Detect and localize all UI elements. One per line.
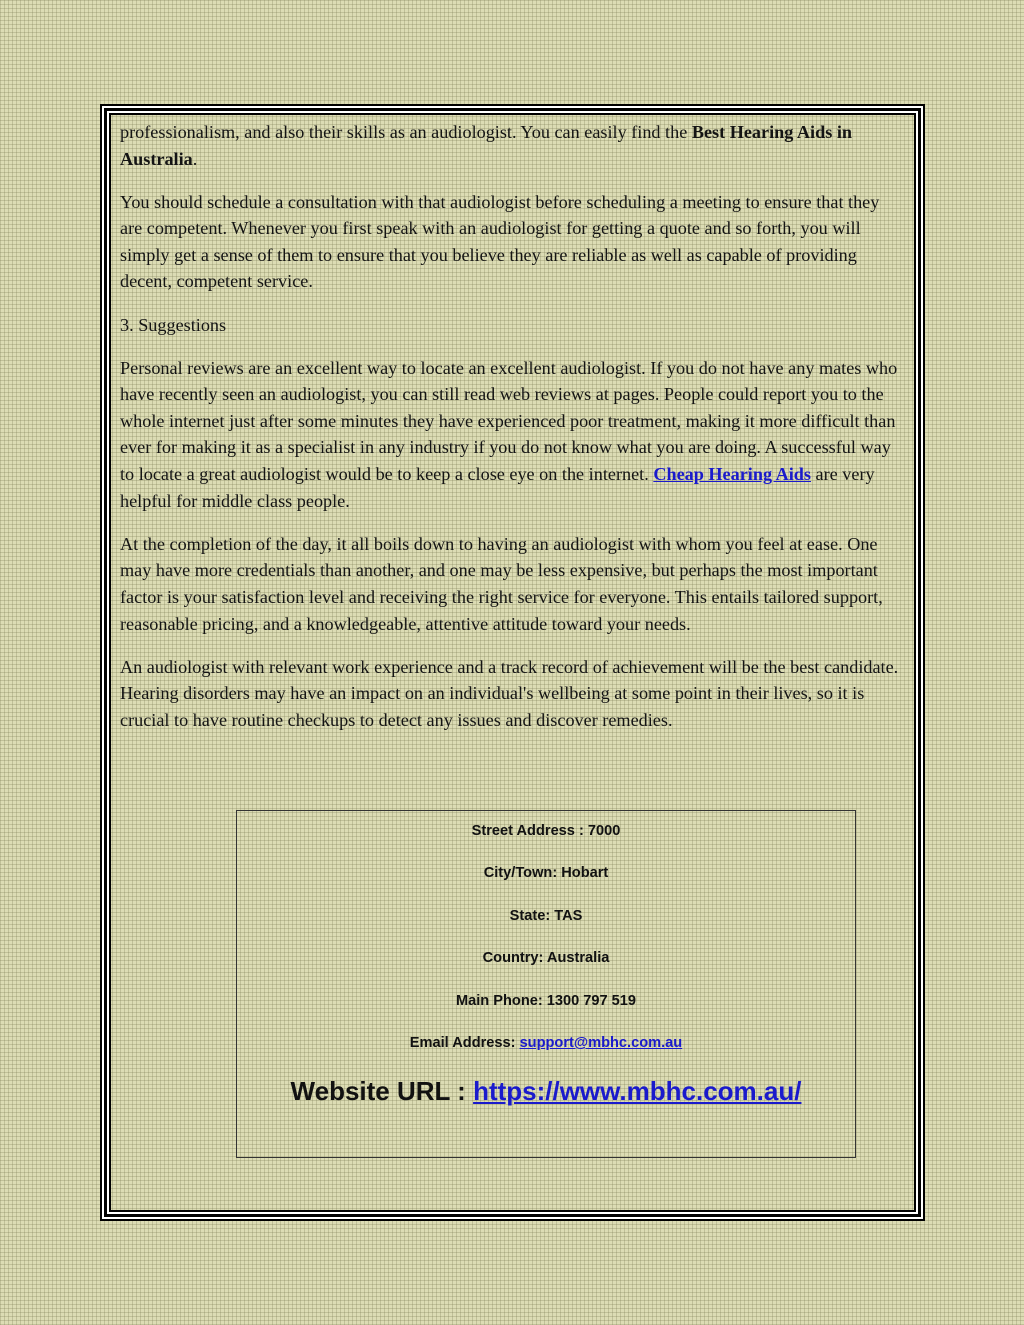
cheap-hearing-aids-link[interactable]: Cheap Hearing Aids [653, 464, 811, 485]
section-heading-suggestions: 3. Suggestions [120, 314, 227, 335]
main-phone: Main Phone: 1300 797 519 [455, 993, 637, 1009]
article-body [120, 119, 906, 750]
website-url-line: Website URL : https://www.mbhc.com.au/ [290, 1076, 802, 1106]
state: State: TAS [509, 908, 583, 924]
street-address: Street Address : 7000 [471, 823, 621, 839]
paragraph-intro: professionalism, and also their skills as an audiologist. You can easily find the Best Hearing Aids in Australia. [120, 122, 852, 169]
best-hearing-aids-bold: Best Hearing Aids in Australia [120, 122, 852, 169]
paragraph-conclusion: An audiologist with relevant work experience and a track record of achievement will be the best candidate. Hearing disorders may have an impact on an individual's wellbeing at some point in their lives, so it is crucial to have routine checkups to detect any issues and discover remedies. [120, 656, 899, 730]
city-town: City/Town: Hobart [483, 865, 609, 881]
paragraph-reviews: Personal reviews are an excellent way to locate an excellent audiologist. If you do not have any mates who have recently seen an audiologist, you can still read web reviews at pages. People could report you to the whole internet just after some minutes they have experienced poor treatment, making it more difficult than ever for making it as a specialist in any industry if you do not know what you are doing. A successful way to locate a great audiologist would be to keep a close eye on the internet. Cheap Hearing Aids are very helpful for middle class people. [120, 357, 898, 511]
website-link[interactable]: https://www.mbhc.com.au/ [473, 1076, 802, 1106]
country: Country: Australia [482, 950, 610, 966]
paragraph-consultation: You should schedule a consultation with that audiologist before scheduling a meeting to ensure that they are competent. Whenever you first speak with an audiologist for getting a quote and so forth, you will simply get a sense of them to ensure that you believe they are reliable as well as capable of providing decent, competent service. [120, 191, 880, 292]
email-address-line: Email Address: support@mbhc.com.au [409, 1035, 683, 1051]
paragraph-completion: At the completion of the day, it all boils down to having an audiologist with whom you feel at ease. One may have more credentials than another, and one may be less expensive, but perhaps the most important factor is your satisfaction level and receiving the right service for everyone. This entails tailored support, reasonable pricing, and a knowledgeable, attentive attitude toward your needs. [120, 533, 883, 634]
email-link[interactable]: support@mbhc.com.au [519, 1035, 683, 1051]
contact-info-box [236, 810, 856, 1158]
